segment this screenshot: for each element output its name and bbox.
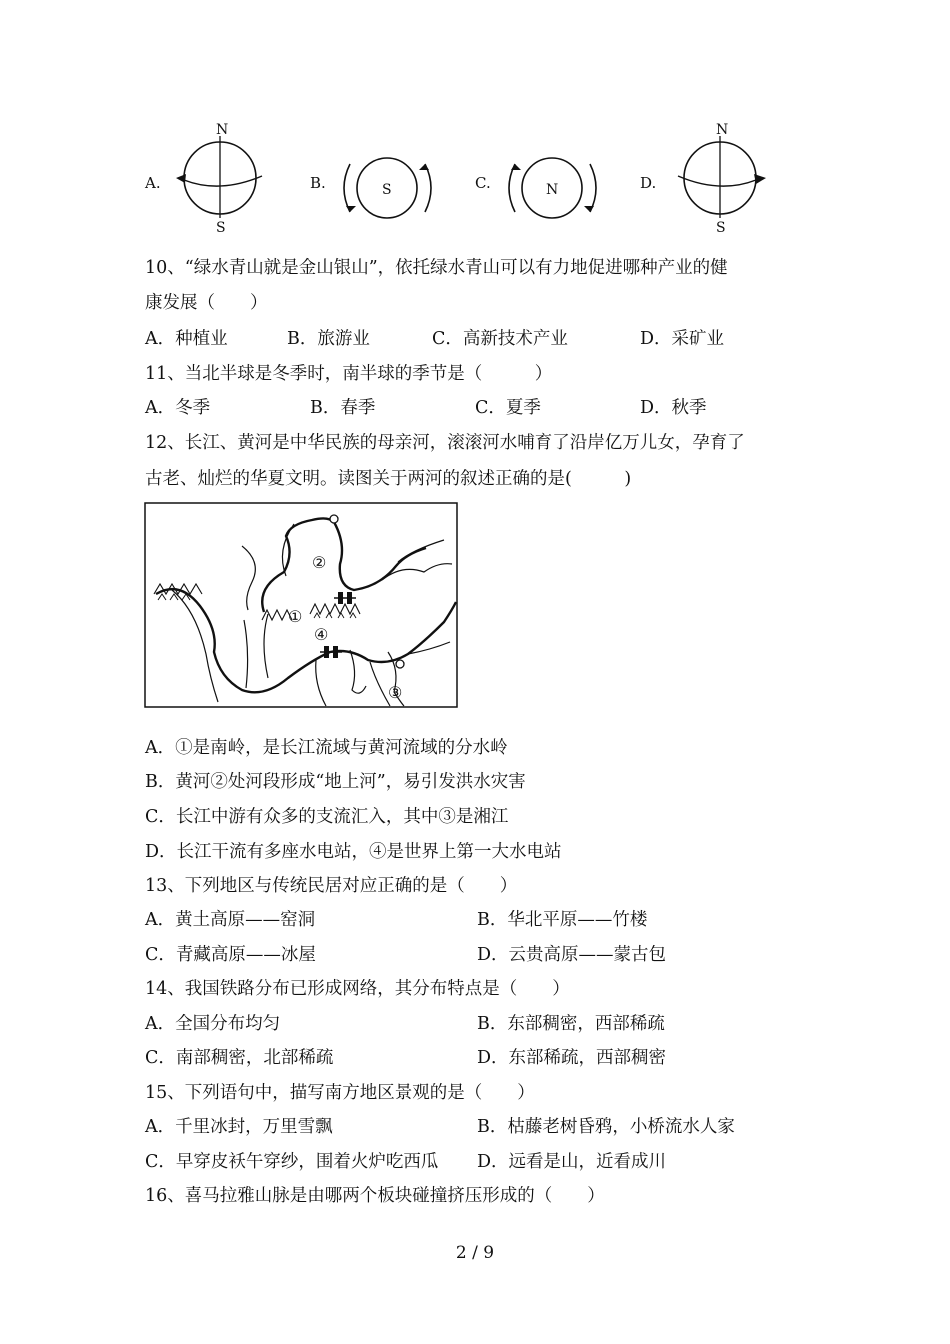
q11-stem: 11、当北半球是冬季时，南半球的季节是（ ） bbox=[145, 364, 553, 384]
option-b-label: B. bbox=[310, 174, 326, 192]
rivers-map bbox=[144, 502, 458, 708]
q10-option-c: C．高新技术产业 bbox=[432, 329, 568, 349]
pole-c-icon bbox=[505, 150, 600, 225]
globe-a-north: N bbox=[216, 122, 229, 138]
map-label-2: ② bbox=[312, 553, 327, 572]
page-number: 2 / 9 bbox=[455, 1243, 495, 1263]
pole-c-center: N bbox=[546, 182, 559, 198]
q15-option-b: B．枯藤老树昏鸦，小桥流水人家 bbox=[477, 1117, 735, 1137]
globe-a-icon bbox=[170, 122, 270, 234]
q11-option-a: A．冬季 bbox=[145, 398, 211, 418]
q14-option-c: C．南部稠密，北部稀疏 bbox=[145, 1048, 334, 1068]
q10-option-b: B．旅游业 bbox=[287, 329, 370, 349]
q10-option-d: D．采矿业 bbox=[640, 329, 725, 349]
q16-stem: 16、喜马拉雅山脉是由哪两个板块碰撞挤压形成的（ ） bbox=[145, 1186, 605, 1206]
globe-d-icon bbox=[670, 122, 770, 234]
option-c-label: C. bbox=[475, 174, 491, 192]
q13-stem: 13、下列地区与传统民居对应正确的是（ ） bbox=[145, 876, 518, 896]
globe-d-north: N bbox=[716, 122, 729, 138]
q11-option-d: D．秋季 bbox=[640, 398, 707, 418]
q10-stem-line1: 10、“绿水青山就是金山银山”，依托绿水青山可以有力地促进哪种产业的健 bbox=[145, 258, 728, 278]
q15-option-c: C．早穿皮袄午穿纱，围着火炉吃西瓜 bbox=[145, 1152, 439, 1172]
option-d-label: D. bbox=[640, 174, 657, 192]
q13-option-b: B．华北平原——竹楼 bbox=[477, 910, 648, 930]
globe-a-south: S bbox=[216, 220, 226, 236]
pole-b-center: S bbox=[382, 182, 392, 198]
q15-stem: 15、下列语句中，描写南方地区景观的是（ ） bbox=[145, 1083, 535, 1103]
q12-option-c: C．长江中游有众多的支流汇入，其中③是湘江 bbox=[145, 807, 509, 827]
q12-option-a: A．①是南岭，是长江流域与黄河流域的分水岭 bbox=[145, 738, 508, 758]
q12-option-b: B．黄河②处河段形成“地上河”，易引发洪水灾害 bbox=[145, 772, 526, 792]
q13-option-c: C．青藏高原——冰屋 bbox=[145, 945, 316, 965]
q14-option-b: B．东部稠密，西部稀疏 bbox=[477, 1014, 665, 1034]
option-a-label: A. bbox=[145, 174, 161, 192]
q11-option-b: B．春季 bbox=[310, 398, 376, 418]
q12-stem-line2: 古老、灿烂的华夏文明。读图关于两河的叙述正确的是( ) bbox=[145, 469, 632, 489]
q13-option-d: D．云贵高原——蒙古包 bbox=[477, 945, 667, 965]
globe-d-south: S bbox=[716, 220, 726, 236]
map-label-4: ④ bbox=[314, 625, 329, 644]
q14-option-a: A．全国分布均匀 bbox=[145, 1014, 281, 1034]
q11-option-c: C．夏季 bbox=[475, 398, 541, 418]
q14-stem: 14、我国铁路分布已形成网络，其分布特点是（ ） bbox=[145, 979, 570, 999]
q12-stem-line1: 12、长江、黄河是中华民族的母亲河，滚滚河水哺育了沿岸亿万儿女，孕育了 bbox=[145, 433, 745, 453]
pole-b-icon bbox=[340, 150, 435, 225]
q10-stem-line2: 康发展（ ） bbox=[145, 293, 268, 313]
q15-option-d: D．远看是山，近看成川 bbox=[477, 1152, 667, 1172]
map-label-3: ③ bbox=[388, 683, 403, 702]
q13-option-a: A．黄土高原——窑洞 bbox=[145, 910, 316, 930]
q14-option-d: D．东部稀疏，西部稠密 bbox=[477, 1048, 667, 1068]
q10-option-a: A．种植业 bbox=[145, 329, 228, 349]
map-label-1: ① bbox=[288, 607, 303, 626]
q12-option-d: D．长江干流有多座水电站，④是世界上第一大水电站 bbox=[145, 842, 562, 862]
q15-option-a: A．千里冰封，万里雪飘 bbox=[145, 1117, 333, 1137]
